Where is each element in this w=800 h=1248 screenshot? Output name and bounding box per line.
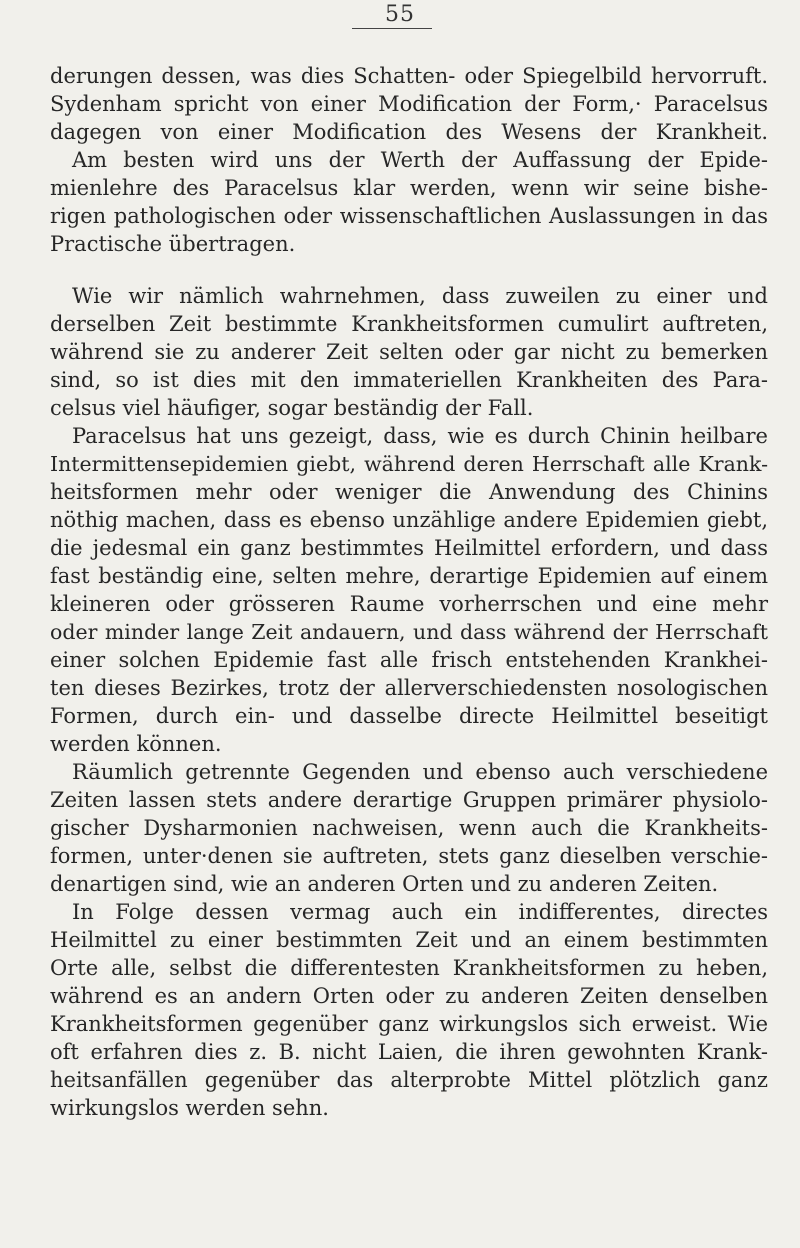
- text-line: Sydenham spricht von einer Modification der Form,· Paracelsus: [50, 92, 768, 116]
- text-line: Zeiten lassen stets andere derartige Gruppen primärer physiolo-: [50, 788, 768, 812]
- text-line: während sie zu anderer Zeit selten oder gar nicht zu bemerken: [50, 340, 768, 364]
- text-line: Paracelsus hat uns gezeigt, dass, wie es durch Chinin heilbare: [72, 424, 768, 448]
- text-line: Orte alle, selbst die differentesten Krankheitsformen zu heben,: [50, 956, 768, 980]
- text-line: heitsformen mehr oder weniger die Anwendung des Chinins: [50, 480, 768, 504]
- text-line: derselben Zeit bestimmte Krankheitsformen cumulirt auftreten,: [50, 312, 768, 336]
- text-line: einer solchen Epidemie fast alle frisch entstehenden Krankhei-: [50, 648, 768, 672]
- text-line: sind, so ist dies mit den immateriellen Krankheiten des Para-: [50, 368, 768, 392]
- text-line: Heilmittel zu einer bestimmten Zeit und an einem bestimmten: [50, 928, 768, 952]
- page-number: 55: [385, 2, 415, 27]
- text-line: oder minder lange Zeit andauern, und dass während der Herrschaft: [50, 620, 768, 644]
- text-line: werden können.: [50, 732, 222, 756]
- text-line: Krankheitsformen gegenüber ganz wirkungslos sich erweist. Wie: [50, 1012, 768, 1036]
- text-line: rigen pathologischen oder wissenschaftlichen Auslassungen in das: [50, 204, 768, 228]
- text-line: formen, unter·denen sie auftreten, stets ganz dieselben verschie-: [50, 844, 768, 868]
- text-line: denartigen sind, wie an anderen Orten und zu anderen Zeiten.: [50, 872, 719, 896]
- text-line: gischer Dysharmonien nachweisen, wenn auch die Krankheits-: [50, 816, 768, 840]
- text-line: derungen dessen, was dies Schatten- oder Spiegelbild hervorruft.: [50, 64, 768, 88]
- text-line: mienlehre des Paracelsus klar werden, wenn wir seine bishe-: [50, 176, 768, 200]
- text-line: fast beständig eine, selten mehre, derartige Epidemien auf einem: [50, 564, 768, 588]
- page-number-rule: [352, 28, 432, 29]
- text-line: In Folge dessen vermag auch ein indifferentes, directes: [72, 900, 768, 924]
- text-line: Formen, durch ein- und dasselbe directe Heilmittel beseitigt: [50, 704, 768, 728]
- text-line: nöthig machen, dass es ebenso unzählige andere Epidemien giebt,: [50, 508, 768, 532]
- text-line: Intermittensepidemien giebt, während deren Herrschaft alle Krank-: [50, 452, 768, 476]
- text-line: kleineren oder grösseren Raume vorherrschen und eine mehr: [50, 592, 768, 616]
- text-line: oft erfahren dies z. B. nicht Laien, die ihren gewohnten Krank-: [50, 1040, 768, 1064]
- text-line: celsus viel häufiger, sogar beständig der Fall.: [50, 396, 534, 420]
- text-line: Am besten wird uns der Werth der Auffassung der Epide-: [72, 148, 768, 172]
- text-line: die jedesmal ein ganz bestimmtes Heilmittel erfordern, und dass: [50, 536, 768, 560]
- text-line: heitsanfällen gegenüber das alterprobte Mittel plötzlich ganz: [50, 1068, 768, 1092]
- text-line: Räumlich getrennte Gegenden und ebenso auch verschiedene: [72, 760, 768, 784]
- text-line: Practische übertragen.: [50, 232, 296, 256]
- text-line: während es an andern Orten oder zu anderen Zeiten denselben: [50, 984, 768, 1008]
- text-line: Wie wir nämlich wahrnehmen, dass zuweilen zu einer und: [72, 284, 768, 308]
- text-line: ten dieses Bezirkes, trotz der allerverschiedensten nosologischen: [50, 676, 768, 700]
- text-line: wirkungslos werden sehn.: [50, 1096, 329, 1120]
- text-line: dagegen von einer Modification des Wesens der Krankheit.: [50, 120, 768, 144]
